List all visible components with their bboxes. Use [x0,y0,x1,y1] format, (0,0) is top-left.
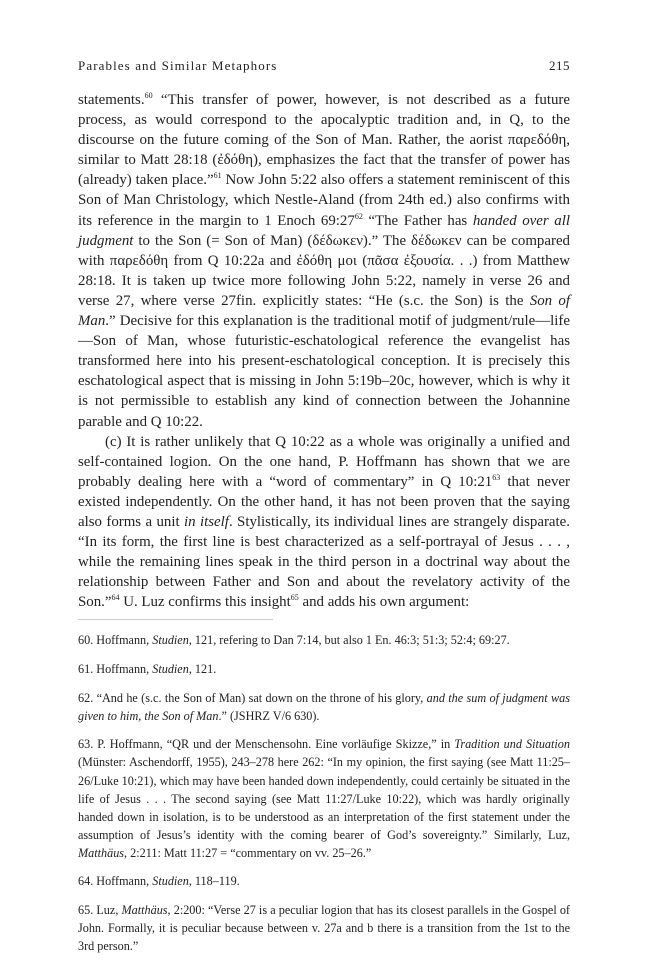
italic-run: in itself [184,513,229,530]
text-run: 63. P. Hoffmann, “QR und der Menschensohn. Eine vorläufige Skizze,” in [78,737,455,752]
italic-run: Studien [152,662,189,677]
footnotes [78,631,570,955]
text-run: , 121, refering to Dan 7:14, but also 1 En. 46:3; 51:3; 52:4; 69:27. [188,633,510,648]
text-run: . Stylistically, its individual lines are strangely disparate. “In its form, the first line is best characterized as a self-portrayal of Jesus . . . , while the remaining lines speak in the third person in a doctrinal way about the relationship between Father and Son and about the revelatory activity of the Son.” [78,513,570,611]
footnote-marker: 61 [213,171,222,181]
text-run: , 2:200: “Verse 27 is a peculiar logion that has its closest parallels in the Gospel of John. Formally, it is peculiar because between v. 27a and b there is a transition from the 1st to the 3rd person.” [78,903,570,954]
italic-run: Tradition und Situation [454,737,570,752]
body-paragraph [78,90,570,432]
text-run: .” Decisive for this explanation is the traditional motif of judgment/rule—life—Son of Man, whose futuristic-eschatological reference the evangelist has transformed here into his present-eschatological conception. It is precisely this eschatological aspect that is missing in John 5:19b–20c, however, which is why it is not permissible to establish any kind of connection between the Johannine parable and Q 10:22. [78,313,570,430]
text-run: 64. Hoffmann, [78,874,153,889]
footnote [78,901,570,955]
text-run: to the Son (= Son of Man) (δέδωκεν).” The δέδωκεν can be compared with παρεδόθη from Q 10:22a and ἐδόθη μοι (πᾶσα ἐξουσία. . .) from Matthew 28:18. It is taken up twice more following John 5:22, namely in verse 26 and verse 27, where verse 27fin. explicitly states: “He (s.c. the Son) is the [78,232,570,309]
text-run: “This transfer of power, however, is not described as a future process, as would correspond to the apocalyptic tradition and, in Q, to the discourse on the future coming of the Son of Man. Rather, the aorist παρεδόθη, similar to Matt 28:18 (ἐδόθη), emphasizes the fact that the transfer of power has (already) taken place.” [78,92,570,189]
book-page [78,58,570,966]
italic-run: Matthäus [78,845,125,860]
page-number: 215 [549,58,570,73]
text-run: statements. [78,92,145,108]
italic-run: Son of Man [78,292,570,330]
footnote-marker: 62 [354,211,363,221]
footnote [78,872,570,890]
text-run: and adds his own argument: [298,594,470,611]
footnote-marker: 60 [144,91,153,100]
text-run: 61. Hoffmann, [78,662,153,677]
text-run: , 121. [188,662,217,677]
footnote [78,660,570,678]
text-run: U. Luz confirms this insight [119,594,291,611]
running-head-title: Parables and Similar Metaphors [78,58,278,73]
text-run: , 118–119. [188,874,240,889]
text-run: that never existed independently. On the other hand, it has not been proven that the saying also forms a unit [78,473,570,530]
footnote-marker: 65 [290,593,299,603]
italic-run: and the sum of judgment was given to him, the Son of Man [78,690,570,723]
text-run: 65. Luz, [78,903,122,918]
footnote-marker: 64 [111,593,120,603]
text-run: .” (JSHRZ V/6 630). [218,708,320,723]
text-run: “The Father has [362,212,473,229]
italic-run: Studien [152,874,189,889]
text-run: 62. “And he (s.c. the Son of Man) sat down on the throne of his glory, [78,690,427,705]
footnote [78,631,570,649]
italic-run: handed over all judgment [78,212,570,249]
body-paragraph [78,432,570,613]
footnote-marker: 63 [492,472,501,482]
text-run: 60. Hoffmann, [78,633,153,648]
text-run: (Münster: Aschendorff, 1955), 243–278 here 262: “In my opinion, the first saying (see Matt 11:25–26/Luke 10:21), which may have been handed down independently, could certainly be situated in the life of Jesus . . . The second saying (see Matt 11:27/Luke 10:22), which was hardly originally handed down in isolation, is to be understood as an interpretation of the first statement under the assumption of Jesus’s identity with the coming bearer of God’s sovereignty.” Similarly, Luz, [78,755,570,842]
main-text [78,90,570,612]
footnote-separator [78,619,273,620]
text-run: , 2:211: Matt 11:27 = “commentary on vv. 25–26.” [124,845,372,860]
running-header [78,58,570,74]
text-run: Now John 5:22 also offers a statement reminiscent of this Son of Man Christology, which Nestle-Aland (from 24th ed.) also confirms with its reference in the margin to 1 Enoch 69:27 [78,172,570,229]
italic-run: Matthäus [121,903,168,918]
footnote [78,689,570,725]
italic-run: Studien [152,633,189,648]
footnote [78,735,570,862]
text-run: (c) It is rather unlikely that Q 10:22 as a whole was originally a unified and self-contained logion. On the one hand, P. Hoffmann has shown that we are probably dealing here with a “word of commentary” in Q 10:21 [78,433,570,490]
